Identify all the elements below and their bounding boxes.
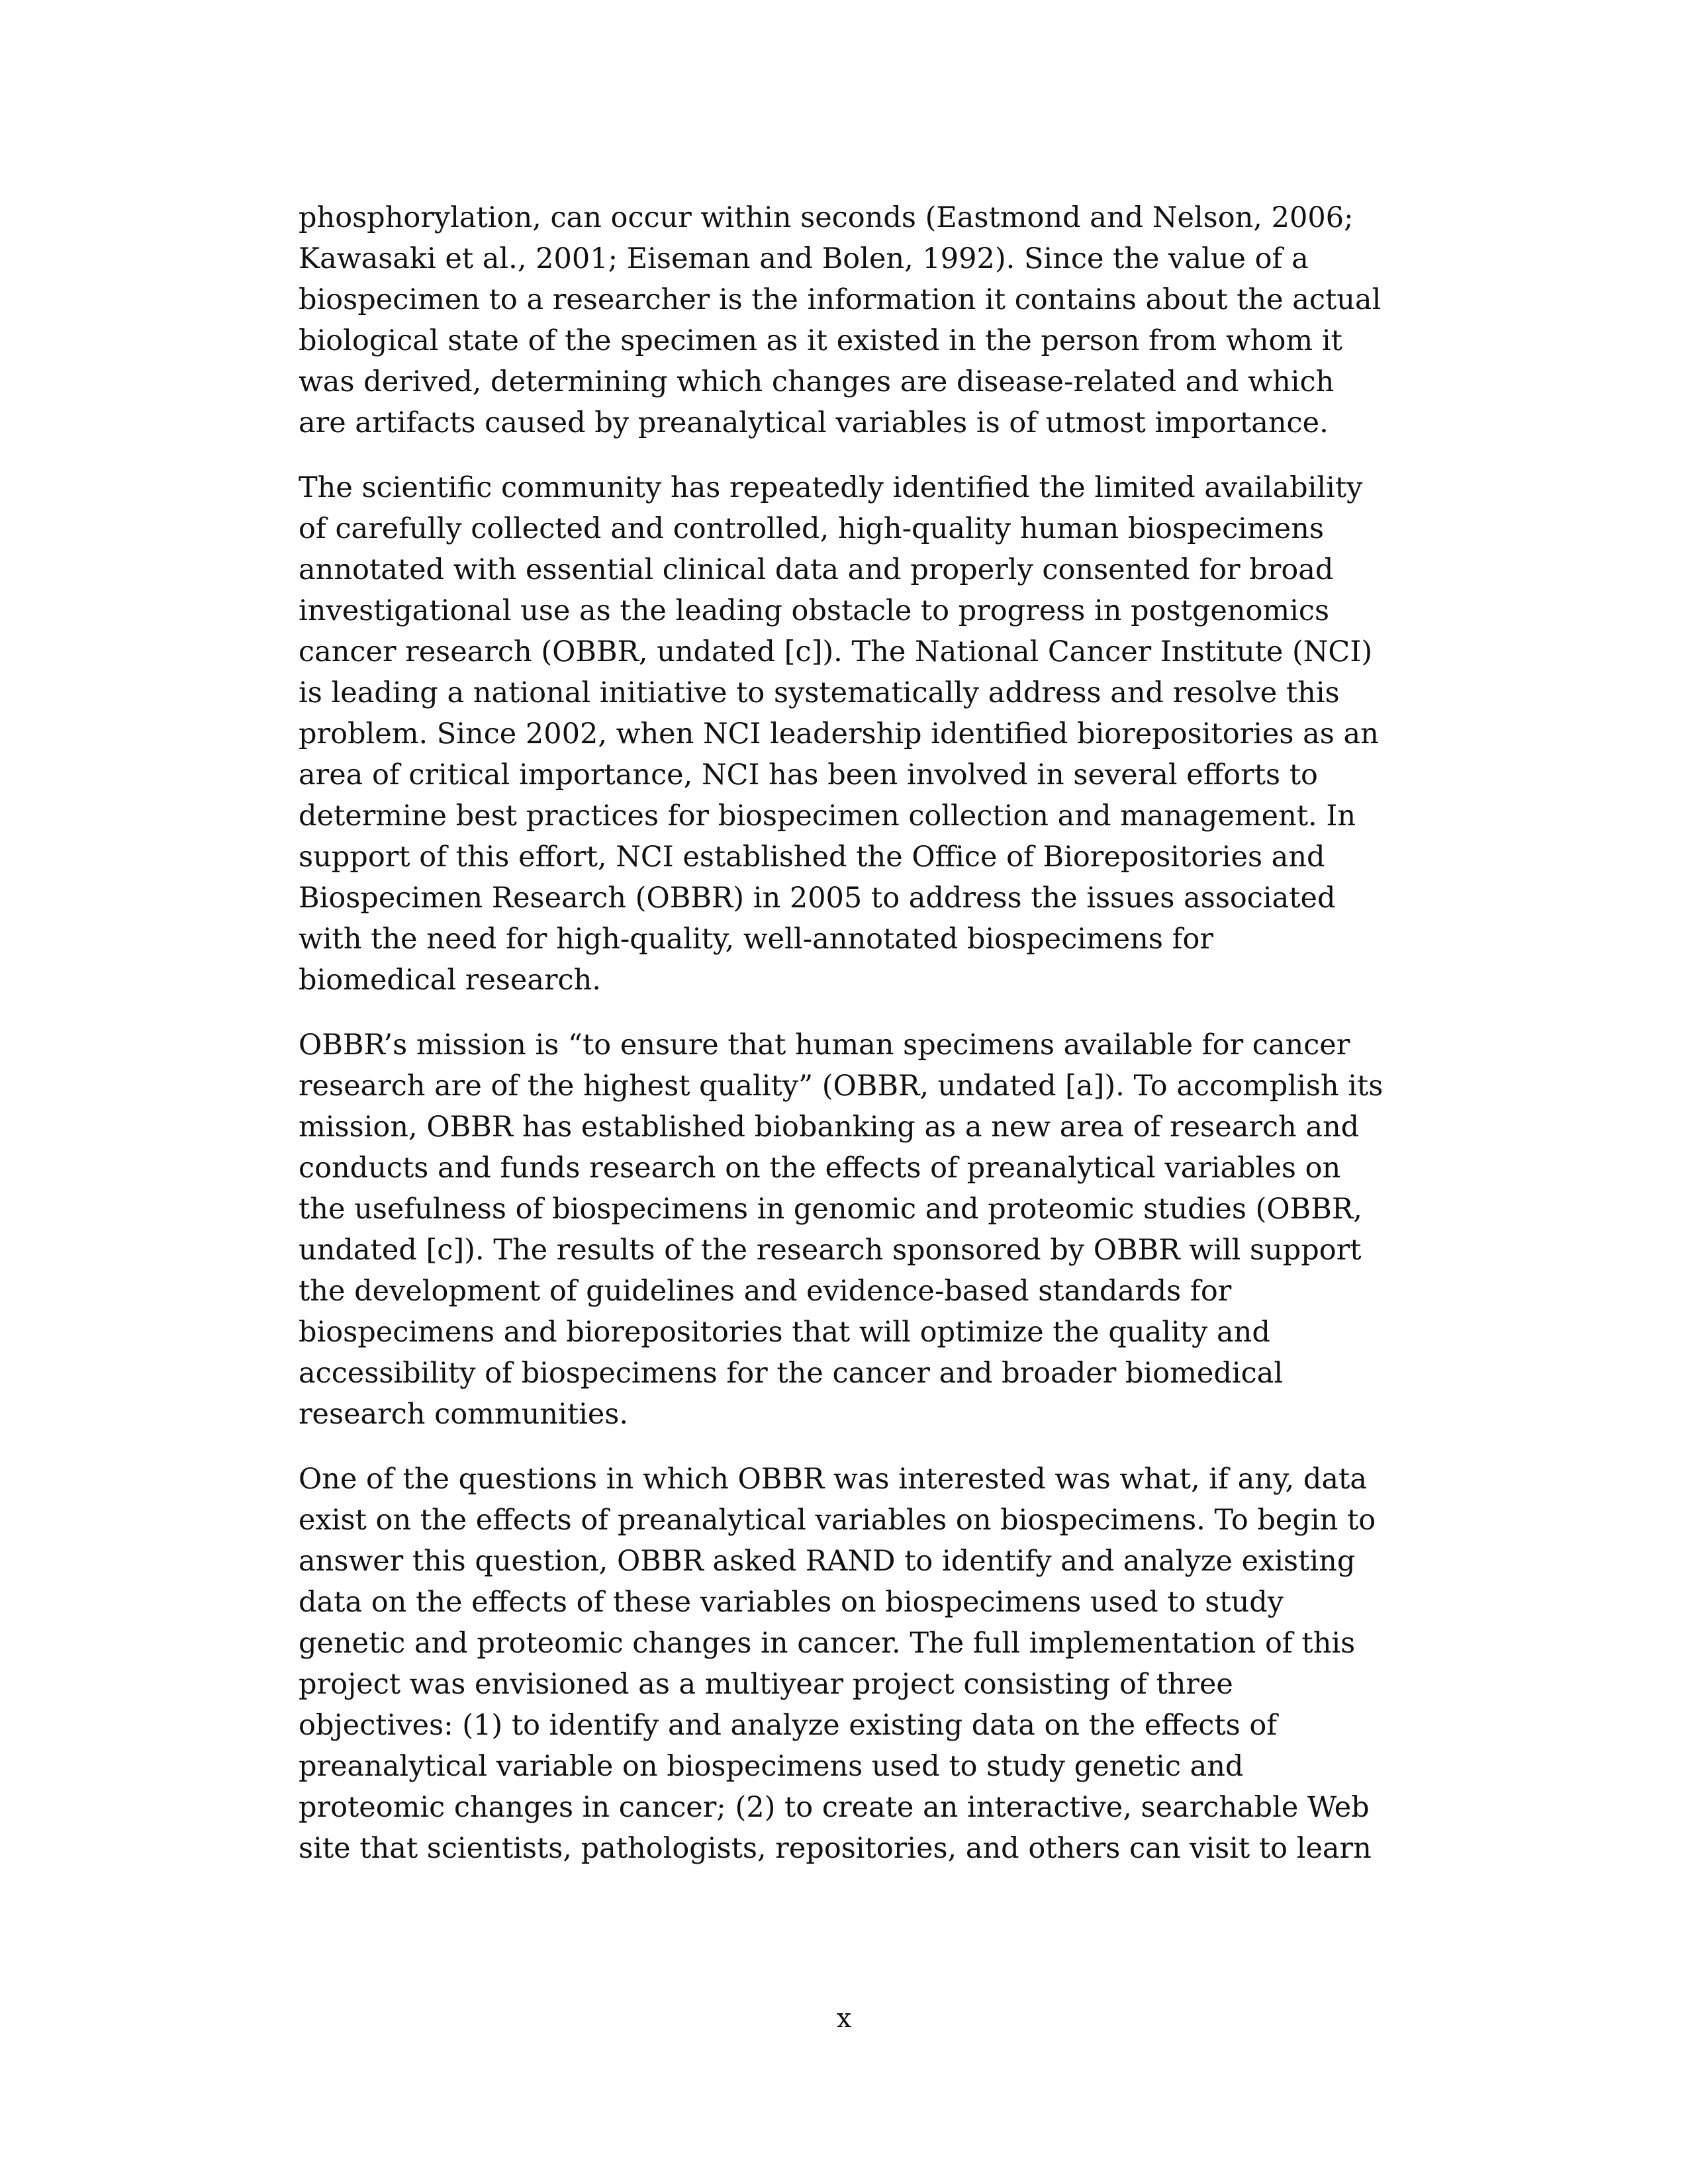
text-line: Biospecimen Research (OBBR) in 2005 to address the issues associated xyxy=(299,882,1336,915)
text-line: project was envisioned as a multiyear project consisting of three xyxy=(299,1668,1233,1701)
text-line: biological state of the specimen as it existed in the person from whom it xyxy=(299,324,1342,357)
body-text xyxy=(299,197,1397,1893)
text-line: was derived, determining which changes are disease-related and which xyxy=(299,365,1335,398)
text-line: preanalytical variable on biospecimens used to study genetic and xyxy=(299,1750,1244,1783)
text-line: cancer research (OBBR, undated [c]). The National Cancer Institute (NCI) xyxy=(299,635,1373,668)
text-line: site that scientists, pathologists, repositories, and others can visit to learn xyxy=(299,1832,1372,1865)
paragraph-2 xyxy=(299,467,1397,1001)
paragraph-3 xyxy=(299,1024,1397,1435)
text-line: problem. Since 2002, when NCI leadership identified biorepositories as an xyxy=(299,717,1379,751)
text-line: research are of the highest quality” (OBBR, undated [a]). To accomplish its xyxy=(299,1069,1383,1103)
text-line: with the need for high-quality, well-annotated biospecimens for xyxy=(299,923,1213,956)
text-line: are artifacts caused by preanalytical variables is of utmost importance. xyxy=(299,406,1329,439)
text-line: answer this question, OBBR asked RAND to identify and analyze existing xyxy=(299,1545,1356,1578)
paragraph-4 xyxy=(299,1459,1397,1869)
text-line: Kawasaki et al., 2001; Eiseman and Bolen, 1992). Since the value of a xyxy=(299,242,1309,275)
paragraph-1 xyxy=(299,197,1397,443)
text-line: data on the effects of these variables on biospecimens used to study xyxy=(299,1586,1284,1619)
text-line: undated [c]). The results of the research sponsored by OBBR will support xyxy=(299,1234,1362,1267)
text-line: conducts and funds research on the effects of preanalytical variables on xyxy=(299,1152,1341,1185)
text-line: One of the questions in which OBBR was interested was what, if any, data xyxy=(299,1463,1367,1496)
text-line: mission, OBBR has established biobanking as a new area of research and xyxy=(299,1111,1360,1144)
text-line: annotated with essential clinical data and properly consented for broad xyxy=(299,553,1334,586)
text-line: area of critical importance, NCI has been involved in several efforts to xyxy=(299,758,1318,792)
text-line: proteomic changes in cancer; (2) to create an interactive, searchable Web xyxy=(299,1791,1370,1824)
text-line: biospecimens and biorepositories that will optimize the quality and xyxy=(299,1316,1270,1349)
text-line: OBBR’s mission is “to ensure that human specimens available for cancer xyxy=(299,1028,1350,1062)
text-line: support of this effort, NCI established the Office of Biorepositories and xyxy=(299,841,1325,874)
text-line: The scientific community has repeatedly identified the limited availability xyxy=(299,471,1363,504)
text-line: of carefully collected and controlled, high-quality human biospecimens xyxy=(299,512,1324,545)
text-line: objectives: (1) to identify and analyze existing data on the effects of xyxy=(299,1709,1278,1742)
text-line: genetic and proteomic changes in cancer. The full implementation of this xyxy=(299,1627,1356,1660)
text-line: is leading a national initiative to systematically address and resolve this xyxy=(299,676,1340,709)
text-line: the usefulness of biospecimens in genomic and proteomic studies (OBBR, xyxy=(299,1193,1362,1226)
text-line: biospecimen to a researcher is the information it contains about the actual xyxy=(299,283,1382,316)
text-line: biomedical research. xyxy=(299,964,601,997)
text-line: research communities. xyxy=(299,1398,629,1431)
text-line: exist on the effects of preanalytical variables on biospecimens. To begin to xyxy=(299,1504,1376,1537)
text-line: the development of guidelines and evidence-based standards for xyxy=(299,1275,1232,1308)
text-line: investigational use as the leading obstacle to progress in postgenomics xyxy=(299,594,1330,627)
page-number: x xyxy=(836,2003,852,2034)
text-line: determine best practices for biospecimen collection and management. In xyxy=(299,799,1356,833)
text-line: accessibility of biospecimens for the cancer and broader biomedical xyxy=(299,1357,1284,1390)
text-line: phosphorylation, can occur within seconds (Eastmond and Nelson, 2006; xyxy=(299,201,1354,234)
